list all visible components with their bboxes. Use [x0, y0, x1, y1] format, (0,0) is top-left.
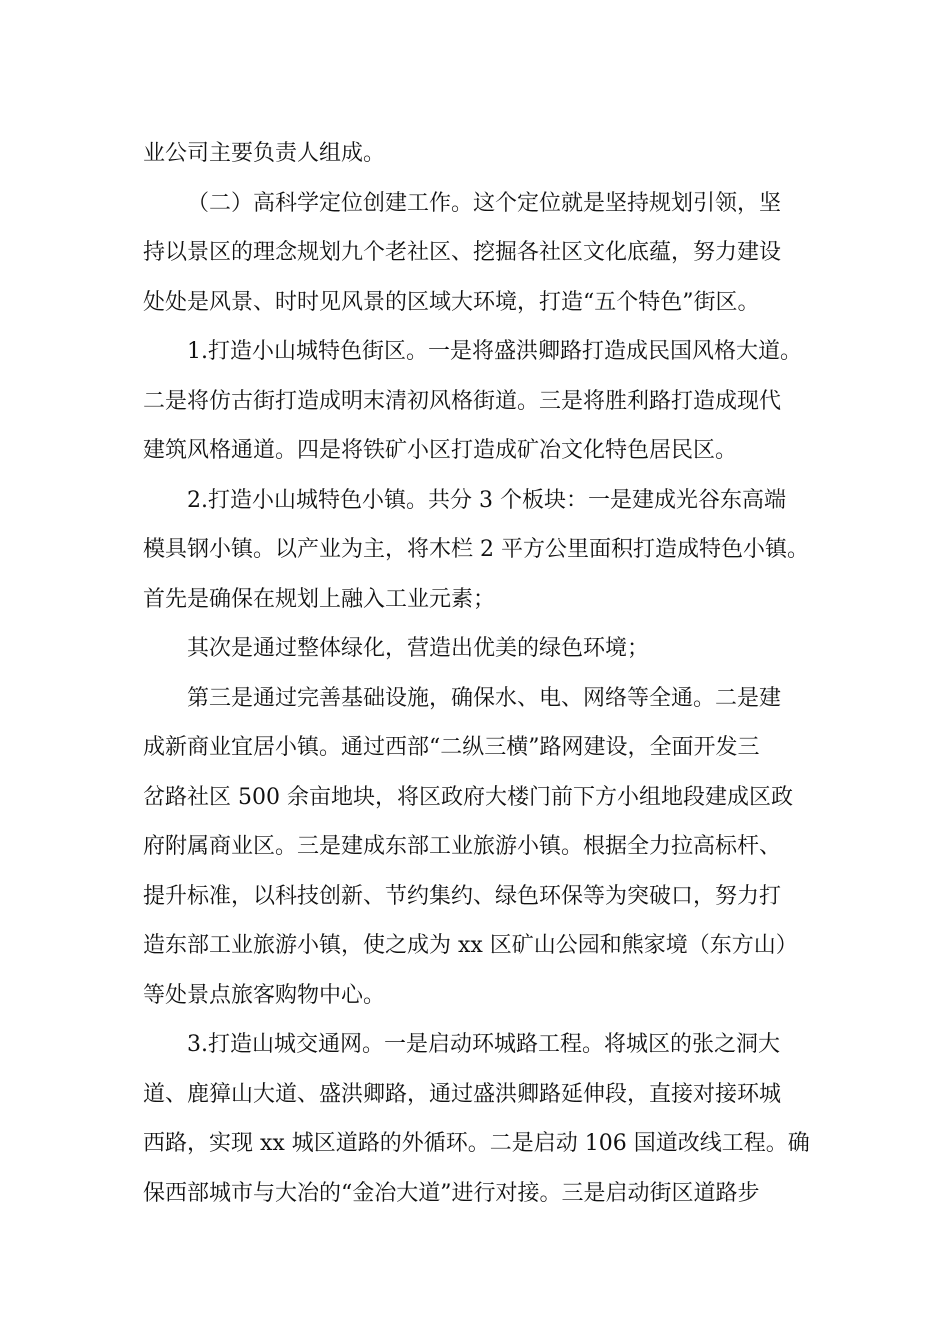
text-line: 1.打造小山城特色街区。一是将盛洪卿路打造成民国风格大道。 — [187, 339, 802, 364]
text-line: 建筑风格通道。四是将铁矿小区打造成矿冶文化特色居民区。 — [143, 438, 738, 463]
text-line: （二）高科学定位创建工作。这个定位就是坚持规划引领，坚 — [187, 190, 782, 216]
text-line: 第三是通过完善基础设施，确保水、电、网络等全通。二是建 — [187, 685, 782, 711]
text-line: 2.打造小山城特色小镇。共分 3 个板块：一是建成光谷东高端 — [187, 487, 786, 513]
text-line: 首先是确保在规划上融入工业元素； — [143, 586, 496, 612]
text-line: 府附属商业区。三是建成东部工业旅游小镇。根据全力拉高标杆、 — [143, 834, 782, 859]
text-line: 二是将仿古街打造成明末清初风格街道。三是将胜利路打造成现代 — [143, 388, 782, 414]
text-line: 3.打造山城交通网。一是启动环城路工程。将城区的张之洞大 — [187, 1032, 780, 1057]
document-body — [143, 129, 823, 1218]
text-line: 岔路社区 500 余亩地块，将区政府大楼门前下方小组地段建成区政 — [143, 784, 793, 810]
text-line: 业公司主要负责人组成。 — [143, 141, 386, 166]
text-line: 保西部城市与大冶的“金冶大道”进行对接。三是启动街区道路步 — [143, 1180, 760, 1206]
text-line: 等处景点旅客购物中心。 — [143, 982, 386, 1008]
text-line: 道、鹿獐山大道、盛洪卿路，通过盛洪卿路延伸段，直接对接环城 — [143, 1081, 782, 1107]
text-line: 成新商业宜居小镇。通过西部“二纵三横”路网建设，全面开发三 — [143, 735, 760, 760]
text-line: 其次是通过整体绿化，营造出优美的绿色环境； — [187, 636, 650, 661]
text-line: 西路，实现 xx 城区道路的外循环。二是启动 106 国道改线工程。确 — [143, 1131, 810, 1156]
text-line: 造东部工业旅游小镇，使之成为 xx 区矿山公园和熊家境（东方山） — [143, 933, 798, 958]
text-line: 处处是风景、时时见风景的区域大环境，打造“五个特色”街区。 — [143, 289, 760, 315]
text-line: 持以景区的理念规划九个老社区、挖掘各社区文化底蕴，努力建设 — [143, 240, 782, 265]
text-line: 提升标准，以科技创新、节约集约、绿色环保等为突破口，努力打 — [143, 883, 782, 909]
text-line: 模具钢小镇。以产业为主，将木栏 2 平方公里面积打造成特色小镇。 — [143, 537, 809, 562]
